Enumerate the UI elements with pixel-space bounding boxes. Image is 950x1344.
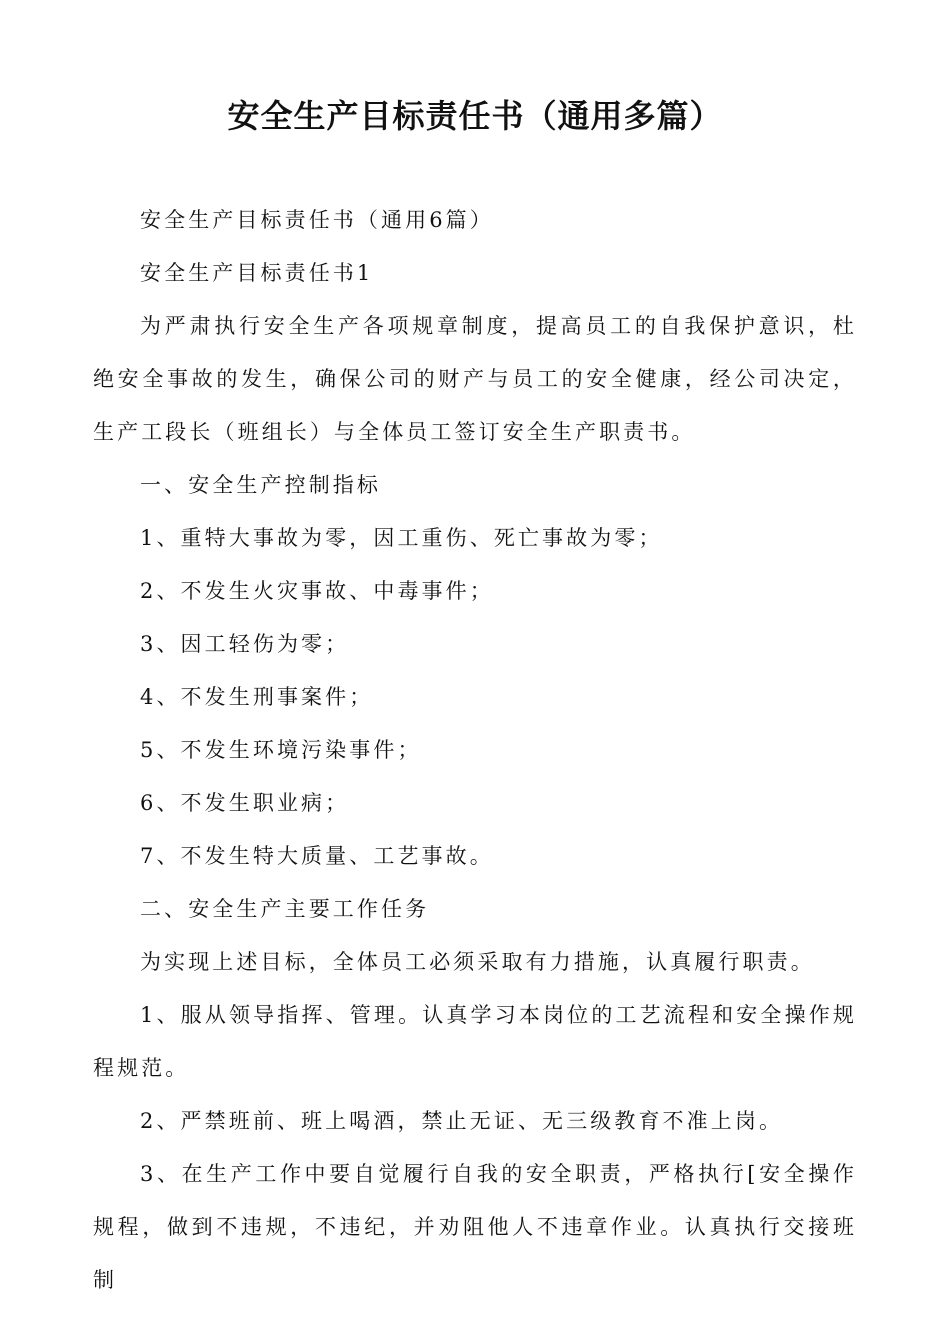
list-item: 2、严禁班前、班上喝酒，禁止无证、无三级教育不准上岗。	[140, 1109, 784, 1133]
list-item: 4、不发生刑事案件；	[140, 685, 374, 709]
paragraph-intro: 为严肃执行安全生产各项规章制度，提高员工的自我保护意识，杜绝安全事故的发生，确保公司的财产与员工的安全健康，经公司决定，生产工段长（班组长）与全体员工签订安全生产职责书。	[93, 314, 857, 444]
heading-control-indicators: 一、安全生产控制指标	[140, 473, 381, 497]
list-item: 6、不发生职业病；	[140, 791, 350, 815]
list-item: 2、不发生火灾事故、中毒事件；	[140, 579, 494, 603]
list-item: 3、在生产工作中要自觉履行自我的安全职责，严格执行[安全操作规程，做到不违规，不违纪，并劝阻他人不违章作业。认真执行交接班制	[93, 1162, 857, 1292]
list-item: 5、不发生环境污染事件；	[140, 738, 422, 762]
list-item: 1、服从领导指挥、管理。认真学习本岗位的工艺流程和安全操作规程规范。	[93, 1003, 857, 1080]
document-title: 安全生产目标责任书（通用多篇）	[227, 97, 723, 135]
list-item: 1、重特大事故为零，因工重伤、死亡事故为零；	[140, 526, 663, 550]
list-item: 7、不发生特大质量、工艺事故。	[140, 844, 494, 868]
paragraph-tasks-intro: 为实现上述目标，全体员工必须采取有力措施，认真履行职责。	[140, 950, 815, 974]
paragraph-subtitle: 安全生产目标责任书（通用6篇）	[140, 208, 494, 232]
list-item: 3、因工轻伤为零；	[140, 632, 350, 656]
document-body	[93, 194, 857, 1307]
paragraph-section-heading: 安全生产目标责任书1	[140, 261, 374, 285]
heading-main-tasks: 二、安全生产主要工作任务	[140, 897, 430, 921]
